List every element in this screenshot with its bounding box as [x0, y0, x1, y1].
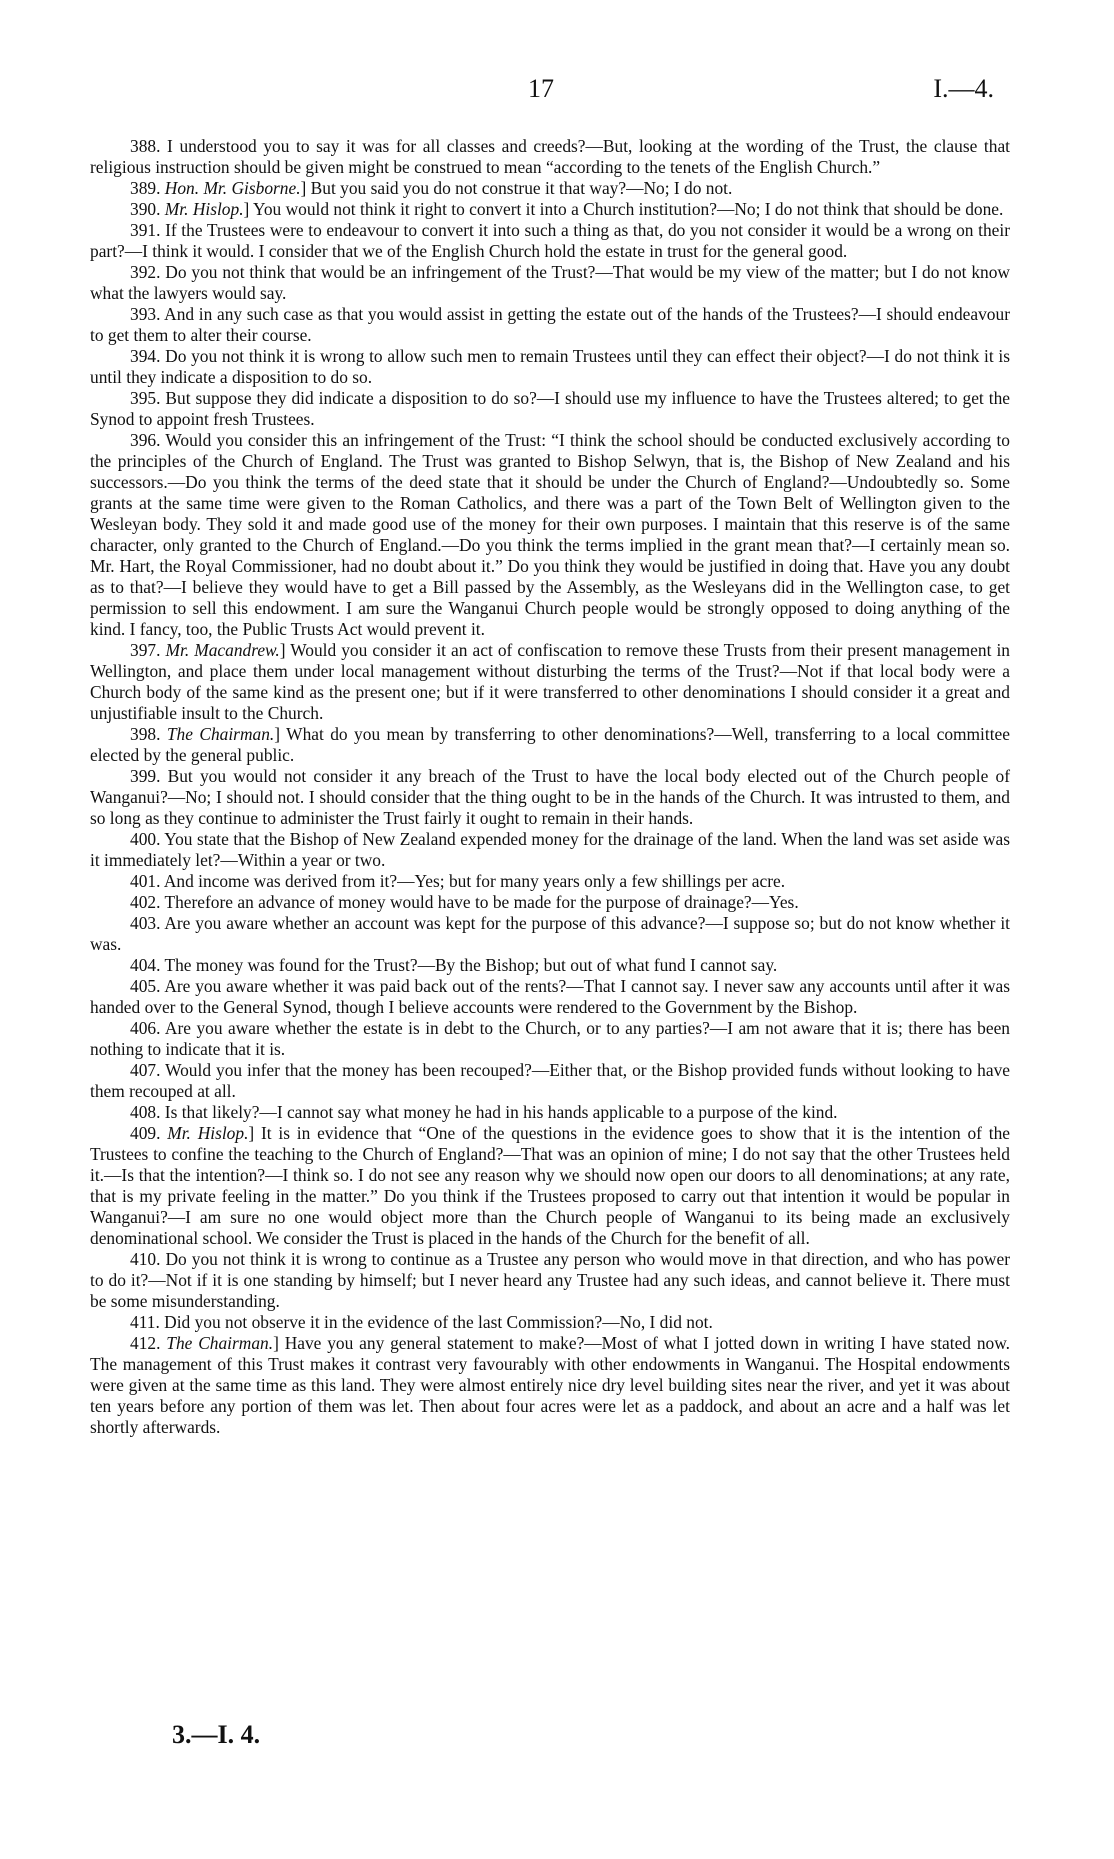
entry-text: 397. — [130, 640, 161, 660]
entry-text: 401. And income was derived from it?—Yes; but for many years only a few shillings per acre. — [130, 871, 786, 891]
entry-text: 412. — [130, 1333, 161, 1353]
testimony-entry — [90, 1312, 1010, 1333]
speaker-name: The Chairman. — [166, 1333, 274, 1353]
entry-text: 396. Would you consider this an infringement of the Trust: “I think the school should be conducted exclusively according to the principles of the Church of England. The Trust was granted to Bishop Selwyn, that is, the Bishop of New Zealand and his successors.—Do you think the terms of the deed state that it should be under the Church of England?—Undoubtedly so. Some grants at the same time were given to the Roman Catholics, and there was a part of the Town Belt of Wellington given to the Wesleyan body. They sold it and made good use of the money for their own purposes. I maintain that this reserve is of the same character, only granted to the Church of England.—Do you think the terms implied in the grant mean that?—I certainly mean so. Mr. Hart, the Royal Commissioner, had no doubt about it.” Do you think they would be justified in doing that. Have you any doubt as to that?—I believe they would have to get a Bill passed by the Assembly, as the Wesleyans did in the Wellington case, to get permission to sell this endowment. I am sure the Wanganui Church people would be strongly opposed to doing anything of the kind. I fancy, too, the Public Trusts Act would prevent it. — [90, 430, 1010, 639]
entry-continuation: ] You would not think it right to convert it into a Church institution?—No; I do not think that should be done. — [243, 199, 1004, 219]
entry-text: 410. Do you not think it is wrong to continue as a Trustee any person who would move in that direction, and who has power to do it?—Not if it is one standing by himself; but I never heard any Trustee had any such ideas, and cannot believe it. There must be some misunderstanding. — [90, 1249, 1010, 1311]
testimony-entry — [90, 1102, 1010, 1123]
entry-text: 394. Do you not think it is wrong to allow such men to remain Trustees until they can effect their object?—I do not think it is until they indicate a disposition to do so. — [90, 346, 1010, 387]
testimony-entry — [90, 640, 1010, 724]
testimony-entry — [90, 199, 1010, 220]
entry-text: 408. Is that likely?—I cannot say what money he had in his hands applicable to a purpose of the kind. — [130, 1102, 838, 1122]
testimony-entry — [90, 220, 1010, 262]
testimony-entry — [90, 1249, 1010, 1312]
entry-text: 407. Would you infer that the money has been recouped?—Either that, or the Bishop provided funds without looking to have them recouped at all. — [90, 1060, 1010, 1101]
entry-text: 400. You state that the Bishop of New Zealand expended money for the drainage of the land. When the land was set aside was it immediately let?—Within a year or two. — [90, 829, 1010, 870]
testimony-entry — [90, 178, 1010, 199]
testimony-entry — [90, 766, 1010, 829]
entry-text: 395. But suppose they did indicate a disposition to do so?—I should use my influence to have the Trustees altered; to get the Synod to appoint fresh Trustees. — [90, 388, 1010, 429]
speaker-name: Mr. Macandrew. — [165, 640, 280, 660]
entry-continuation: ] Would you consider it an act of confiscation to remove these Trusts from their present management in Wellington, and place them under local management without disturbing the terms of the Trust?—Not if that local body were a Church body of the same kind as the present one; but if it were transferred to other denominations I should consider it a great and unjustifiable insult to the Church. — [90, 640, 1011, 723]
entry-text: 399. But you would not consider it any breach of the Trust to have the local body elected out of the Church people of Wanganui?—No; I should not. I should consider that the thing ought to be in the hands of the Church. It was intrusted to them, and so long as they continue to administer the Trust fairly it ought to remain in their hands. — [90, 766, 1010, 828]
entry-continuation: ] Have you any general statement to make?—Most of what I jotted down in writing I have stated now. The management of this Trust makes it contrast very favourably with other endowments in Wanganui. The Hospital endowments were given at the same time as this land. They were almost entirely nice dry level building sites near the river, and yet it was about ten years before any portion of them was let. Then about four acres were let as a paddock, and about an acre and a half was let shortly afterwards. — [90, 1333, 1011, 1437]
entry-text: 389. — [130, 178, 161, 198]
entry-continuation: ] What do you mean by transferring to other denominations?—Well, transferring to a local committee elected by the general public. — [90, 724, 1010, 765]
entry-text: 388. I understood you to say it was for all classes and creeds?—But, looking at the wording of the Trust, the clause that religious instruction should be given might be construed to mean “according to the tenets of the English Church.” — [90, 136, 1010, 177]
speaker-name: The Chairman. — [166, 724, 275, 744]
document-reference: I.—4. — [933, 74, 994, 103]
entry-text: 403. Are you aware whether an account was kept for the purpose of this advance?—I suppose so; but do not know whether it was. — [90, 913, 1010, 954]
speaker-name: Hon. Mr. Gisborne. — [164, 178, 301, 198]
testimony-entry — [90, 1333, 1010, 1438]
testimony-entry — [90, 955, 1010, 976]
page-header — [0, 74, 1114, 114]
testimony-entry — [90, 346, 1010, 388]
entry-text: 391. If the Trustees were to endeavour to convert it into such a thing as that, do you not consider it would be a wrong on their part?—I think it would. I consider that we of the English Church hold the estate in trust for the general good. — [90, 220, 1010, 261]
entry-text: 402. Therefore an advance of money would have to be made for the purpose of drainage?—Yes. — [130, 892, 799, 912]
entry-text: 405. Are you aware whether it was paid back out of the rents?—That I cannot say. I never saw any accounts until after it was handed over to the General Synod, though I believe accounts were rendered to the Government by the Bishop. — [90, 976, 1010, 1017]
entry-text: 411. Did you not observe it in the evidence of the last Commission?—No, I did not. — [130, 1312, 713, 1332]
entry-text: 409. — [130, 1123, 161, 1143]
testimony-entry — [90, 976, 1010, 1018]
entry-continuation: ] It is in evidence that “One of the questions in the evidence goes to show that it is the intention of the Trustees to confine the teaching to the Church of England?—That was an opinion of mine; I do not say that the other Trustees held it.—Is that the intention?—I think so. I do not see any reason why we should now open our doors to all denominations; at any rate, that is my private feeling in the matter.” Do you think if the Trustees proposed to carry out that intention it would be popular in Wanganui?—I am sure no one would object more than the Church people of Wanganui to its being made an exclusively denominational school. We consider the Trust is placed in the hands of the Church for the benefit of all. — [90, 1123, 1011, 1248]
entry-continuation: ] But you said you do not construe it that way?—No; I do not. — [300, 178, 733, 198]
testimony-entry — [90, 1018, 1010, 1060]
testimony-entry — [90, 871, 1010, 892]
testimony-entry — [90, 892, 1010, 913]
entry-text: 392. Do you not think that would be an infringement of the Trust?—That would be my view of the matter; but I do not know what the lawyers would say. — [90, 262, 1010, 303]
entry-text: 398. — [130, 724, 161, 744]
entry-text: 406. Are you aware whether the estate is in debt to the Church, or to any parties?—I am not aware that it is; there has been nothing to indicate that it is. — [90, 1018, 1010, 1059]
testimony-entry — [90, 430, 1010, 640]
signature-mark: 3.—I. 4. — [172, 1720, 261, 1749]
speaker-name: Mr. Hislop. — [167, 1123, 249, 1143]
entry-text: 390. — [130, 199, 161, 219]
entry-text: 404. The money was found for the Trust?—By the Bishop; but out of what fund I cannot say. — [130, 955, 778, 975]
testimony-entry — [90, 388, 1010, 430]
page-number: 17 — [528, 74, 554, 103]
entry-text: 393. And in any such case as that you would assist in getting the estate out of the hands of the Trustees?—I should endeavour to get them to alter their course. — [90, 304, 1010, 345]
testimony-entry — [90, 1123, 1010, 1249]
testimony-entry — [90, 829, 1010, 871]
testimony-entry — [90, 1060, 1010, 1102]
testimony-entry — [90, 913, 1010, 955]
testimony-entry — [90, 136, 1010, 178]
testimony-entry — [90, 262, 1010, 304]
testimony-entry — [90, 724, 1010, 766]
speaker-name: Mr. Hislop. — [164, 199, 244, 219]
testimony-body — [90, 136, 1010, 1438]
testimony-entry — [90, 304, 1010, 346]
